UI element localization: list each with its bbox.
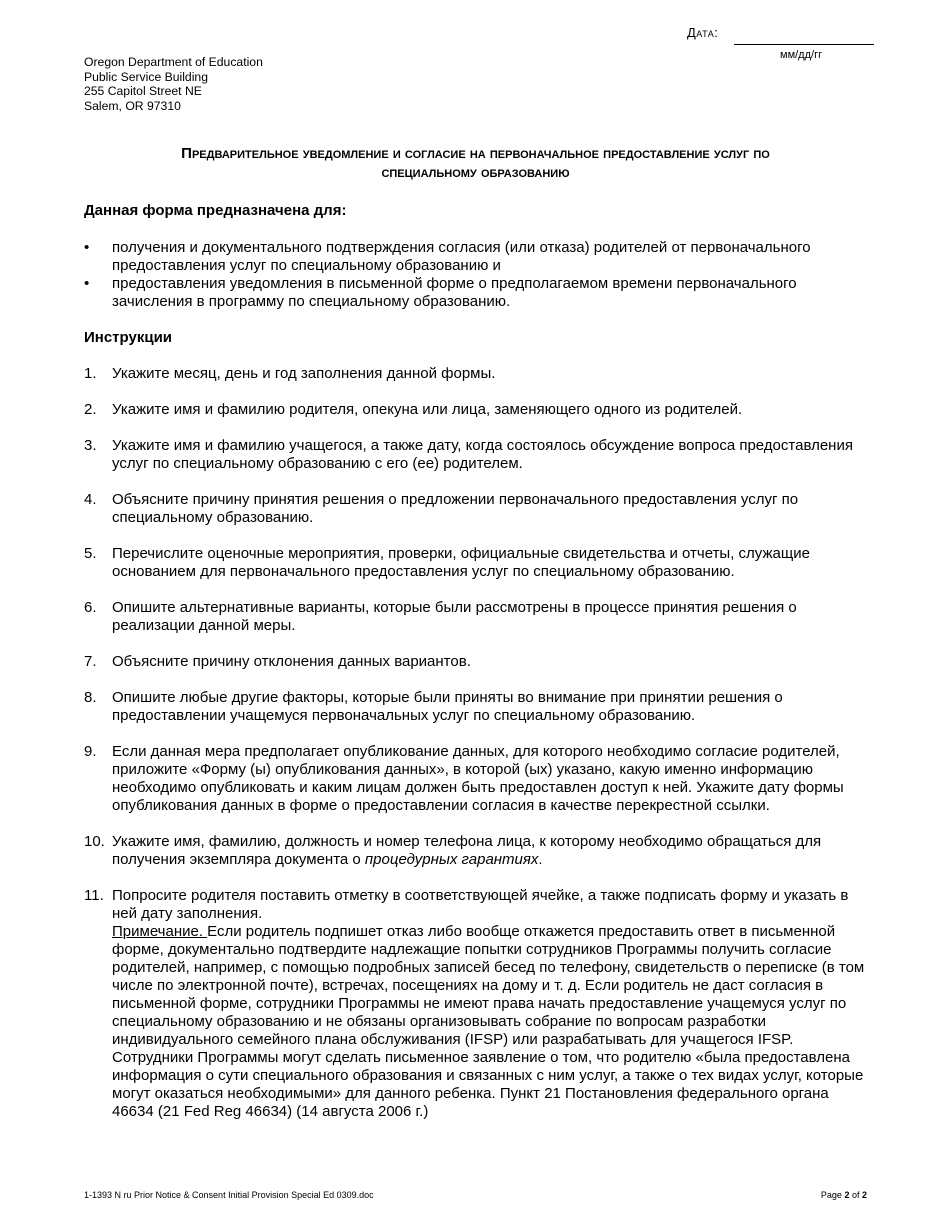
instruction-step	[84, 689, 874, 725]
purpose-list	[84, 239, 874, 311]
step-text: Если данная мера предполагает опубликование данных, для которого необходимо согласие родителей, приложите «Форму (ы) опубликования данных», в которой (ых) указано, какую именно информацию необходимо опубликовать и каким лицам должен быть предоставлен доступ к ней. Укажите дату формы опубликования данных в форме о предоставлении согласия в качестве перекрестной ссылки.	[112, 743, 844, 814]
step-number: 2.	[84, 401, 97, 418]
page-of: of	[849, 1190, 862, 1200]
address-line: Salem, OR 97310	[84, 98, 181, 113]
step-number: 5.	[84, 545, 97, 562]
step-number: 7.	[84, 653, 97, 670]
date-format-hint: мм/дд/гг	[780, 49, 823, 61]
step-number: 4.	[84, 491, 97, 508]
step-number: 9.	[84, 743, 97, 760]
purpose-heading: Данная форма предназначена для:	[84, 202, 347, 219]
step-text	[112, 833, 821, 868]
step-text: Укажите имя и фамилию родителя, опекуна или лица, заменяющего одного из родителей.	[112, 401, 743, 418]
step-number: 10.	[84, 833, 105, 850]
footer-page-number	[821, 1190, 867, 1200]
step-text: Укажите месяц, день и год заполнения данной формы.	[112, 365, 496, 382]
step-number: 3.	[84, 437, 97, 454]
step-text-plain: Укажите имя, фамилию, должность и номер телефона лица, к которому необходимо обращаться для получения экземпляра документа о	[112, 833, 822, 868]
page-prefix: Page	[820, 1190, 845, 1200]
instruction-step	[84, 833, 874, 869]
step-number: 8.	[84, 689, 97, 706]
address-line: 255 Capitol Street NE	[84, 84, 202, 98]
instruction-step	[84, 743, 874, 815]
footer-document-name: 1-1393 N ru Prior Notice & Consent Initial Provision Special Ed 0309.doc	[84, 1190, 374, 1200]
step-text: Опишите любые другие факторы, которые были приняты во внимание при принятии решения о предоставлении учащемуся первоначальных услуг по специальному образованию.	[112, 689, 783, 724]
date-label: Дата:	[687, 25, 719, 40]
step-text: Опишите альтернативные варианты, которые были рассмотрены в процессе принятия решения о реализации данной меры.	[112, 599, 797, 634]
step-number: 1.	[84, 365, 97, 382]
step-text: Объясните причину отклонения данных вариантов.	[112, 653, 471, 670]
note-label: Примечание.	[112, 923, 208, 940]
bullet-icon: •	[84, 275, 90, 292]
page-current: 2	[844, 1190, 850, 1200]
title-line-2: специальному образованию	[381, 164, 570, 181]
step-text-end: .	[538, 851, 543, 868]
step-note	[112, 923, 874, 1121]
instructions-list	[84, 365, 874, 1139]
step-number: 11.	[84, 887, 104, 904]
instruction-step	[84, 491, 874, 527]
address-line: Public Service Building	[84, 69, 208, 84]
instruction-step	[84, 653, 874, 671]
step-number: 6.	[84, 599, 97, 616]
step-text: Перечислите оценочные мероприятия, проверки, официальные свидетельства и отчеты, служащие основанием для первоначального предоставления услуг по специальному образованию.	[112, 545, 810, 580]
page-total: 2	[861, 1190, 867, 1200]
step-text: Попросите родителя поставить отметку в соответствующей ячейке, а также подписать форму и указать в ней дату заполнения.	[112, 887, 849, 922]
instruction-step	[84, 545, 874, 581]
instruction-step	[84, 887, 874, 1121]
list-item	[84, 275, 874, 311]
instruction-step	[84, 365, 874, 383]
instruction-step	[84, 401, 874, 419]
agency-address	[84, 55, 263, 113]
procedural-safeguards-term: процедурных гарантиях	[364, 851, 539, 868]
list-item-text: предоставления уведомления в письменной форме о предполагаемом времени первоначального зачисления в программу по специальному образованию.	[112, 275, 797, 310]
note-text: Если родитель подпишет отказ либо вообще откажется предоставить ответ в письменной форме, документально подтвердите надлежащие попытки сотрудников Программы получить согласие родителей, например, с помощью подробных записей бесед по телефону, свидетельств о переписке (в том числе по электронной почте), встречах, посещениях на дому и т. д. Если родитель не даст согласия в письменной форме, сотрудники Программы не имеют права начать предоставление учащемуся услуг по специальному образованию и не обязаны организовывать собрание по вопросам разработки индивидуального семейного плана обслуживания (IFSP) или разрабатывать для учащегося IFSP. Сотрудники Программы могут сделать письменное заявление о том, что родителю «была предоставлена информация о сути специального образования и связанных с ним услуг, а также о тех видах услуг, которые могут оказаться необходимыми» для данного ребенка. Пункт 21 Постановления федерального органа 46634 (21 Fed Reg 46634) (14 августа 2006 г.)	[112, 923, 865, 1120]
instruction-step	[84, 599, 874, 635]
address-line: Oregon Department of Education	[84, 55, 263, 69]
document-title	[84, 144, 867, 182]
instruction-step	[84, 437, 874, 473]
instructions-heading: Инструкции	[84, 329, 173, 346]
date-input-line[interactable]	[734, 44, 874, 45]
step-text: Укажите имя и фамилию учащегося, а также дату, когда состоялось обсуждение вопроса предоставления услуг по специальному образованию с его (ее) родителем.	[112, 437, 853, 472]
list-item	[84, 239, 874, 275]
title-line-1: Предварительное уведомление и согласие на первоначальное предоставление услуг по	[181, 145, 770, 162]
step-text: Объясните причину принятия решения о предложении первоначального предоставления услуг по специальному образованию.	[112, 491, 799, 526]
bullet-icon: •	[84, 239, 90, 256]
list-item-text: получения и документального подтверждения согласия (или отказа) родителей от первоначального предоставления услуг по специальному образованию и	[112, 239, 811, 274]
